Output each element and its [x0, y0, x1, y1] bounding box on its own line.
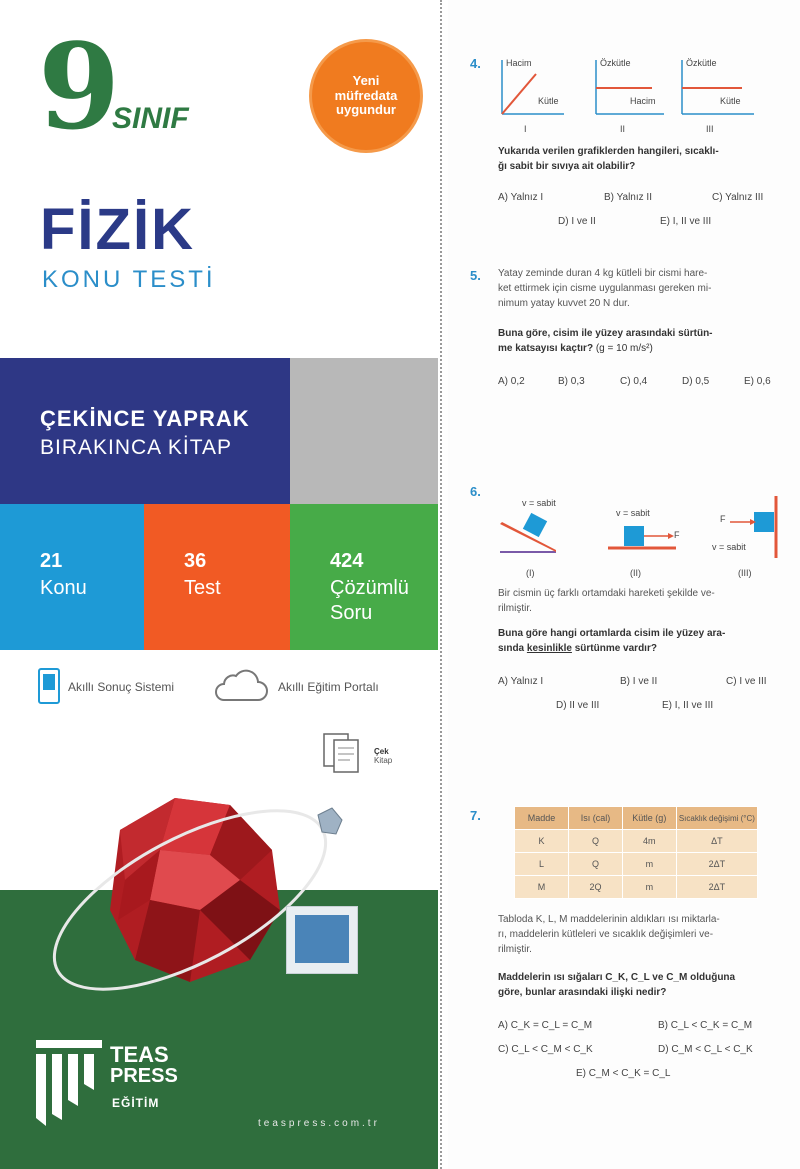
- table-row: [515, 876, 758, 899]
- stat-konu: [0, 504, 144, 650]
- question-number: 7.: [470, 808, 481, 823]
- q5-option-c[interactable]: C) 0,4: [620, 376, 648, 387]
- q4-option-e[interactable]: E) I, II ve III: [660, 216, 712, 227]
- q6-question: [498, 626, 794, 656]
- question-text-line: Tabloda K, L, M maddelerinin aldıkları ısı miktarla-: [498, 914, 720, 925]
- badge-line: müfredata: [334, 87, 398, 103]
- badge-line: uygundur: [336, 102, 396, 118]
- table-cell: 2ΔT: [676, 876, 757, 899]
- q7-option-c[interactable]: C) C_L < C_M < C_K: [498, 1044, 593, 1055]
- slogan-line-1: ÇEKİNCE YAPRAK: [40, 406, 250, 431]
- figure-label: v = sabit: [712, 542, 746, 552]
- q5-option-b[interactable]: B) 0,3: [558, 376, 585, 387]
- q4-option-c[interactable]: C) Yalnız III: [712, 192, 764, 203]
- q5-option-e[interactable]: E) 0,6: [744, 376, 771, 387]
- table-header-row: [515, 807, 758, 830]
- q5-question: [498, 326, 794, 356]
- gray-panel: [290, 358, 438, 504]
- cek-label-line: Çek: [374, 747, 389, 756]
- q7-option-a[interactable]: A) C_K = C_L = C_M: [498, 1020, 593, 1031]
- figure-roman: (II): [630, 568, 641, 578]
- given-gravity: (g = 10 m/s²): [595, 343, 653, 354]
- question-number: 4.: [470, 56, 481, 71]
- axis-label: Özkütle: [600, 58, 631, 68]
- table-cell: ΔT: [676, 830, 757, 853]
- axis-label: Kütle: [720, 96, 741, 106]
- question-number: 5.: [470, 268, 481, 283]
- q6-option-e[interactable]: E) I, II ve III: [662, 700, 714, 711]
- table-row: [515, 830, 758, 853]
- table-cell: 2Q: [569, 876, 623, 899]
- stat-soru: [290, 504, 438, 650]
- figure-roman: (I): [526, 568, 535, 578]
- question-line: Buna göre hangi ortamlarda cisim ile yüzey ara-: [498, 628, 726, 639]
- graph-roman: I: [524, 124, 527, 134]
- q7-option-d[interactable]: D) C_M < C_L < C_K: [658, 1044, 753, 1055]
- table-cell: 2ΔT: [676, 853, 757, 876]
- graph-roman: II: [620, 124, 626, 134]
- table-cell: m: [622, 853, 676, 876]
- keyword-underlined: kesinlikle: [526, 643, 572, 654]
- stat-label: Konu: [40, 577, 87, 599]
- planet-illustration: [0, 760, 438, 1000]
- stat-number: 21: [40, 550, 63, 572]
- q6-option-a[interactable]: A) Yalnız I: [498, 676, 544, 687]
- test-page: [448, 0, 800, 1169]
- q5-option-d[interactable]: D) 0,5: [682, 376, 710, 387]
- publisher-name-line3: EĞİTİM: [112, 1096, 160, 1110]
- publisher-name-line2: PRESS: [110, 1065, 178, 1087]
- question-text-line: nimum yatay kuvvet 20 N dur.: [498, 298, 630, 309]
- stat-number: 424: [330, 550, 364, 572]
- cloud-icon: [212, 668, 270, 704]
- q4-option-d[interactable]: D) I ve II: [558, 216, 596, 227]
- q6-option-d[interactable]: D) II ve III: [556, 700, 600, 711]
- feature-smart-result: Akıllı Sonuç Sistemi: [68, 680, 175, 694]
- q7-question: [498, 970, 794, 1000]
- grade-number: 9: [38, 17, 121, 156]
- q5-option-a[interactable]: A) 0,2: [498, 376, 525, 387]
- question-line: Yukarıda verilen grafiklerden hangileri, sıcaklı-: [498, 146, 719, 157]
- q7-table: [514, 806, 758, 899]
- stat-label: Test: [184, 577, 221, 599]
- question-text-line: rilmiştir.: [498, 944, 532, 955]
- force-label: F: [674, 530, 680, 540]
- question-line: sürtünme vardır?: [571, 643, 657, 654]
- table-cell: K: [515, 830, 569, 853]
- question-line: ğı sabit bir sıvıya ait olabilir?: [498, 161, 636, 172]
- badge-line: Yeni: [352, 72, 380, 88]
- table-header: Kütle (g): [622, 807, 676, 830]
- figure-incline: [500, 513, 556, 552]
- q5-text: [498, 266, 794, 311]
- question-line: sında: [498, 643, 527, 654]
- table-cell: L: [515, 853, 569, 876]
- figure-label: v = sabit: [616, 508, 650, 518]
- axis-label: Kütle: [538, 96, 559, 106]
- question-text-line: rilmiştir.: [498, 603, 532, 614]
- table-cell: Q: [569, 830, 623, 853]
- stat-test: [144, 504, 290, 650]
- table-cell: m: [622, 876, 676, 899]
- table-cell: 4m: [622, 830, 676, 853]
- grade-label: SINIF: [112, 102, 189, 135]
- publisher-name-line1: TEAS: [110, 1042, 169, 1067]
- perforation-line: [440, 0, 442, 1169]
- q7-text: [498, 912, 794, 957]
- axis-label: Hacim: [506, 58, 532, 68]
- question-text-line: Yatay zeminde duran 4 kg kütleli bir cismi hare-: [498, 268, 708, 279]
- question-text-line: ket ettirmek için cisme uygulanması gereken mi-: [498, 283, 712, 294]
- graph-iii: [682, 60, 754, 114]
- stat-number: 36: [184, 550, 207, 572]
- question-line: Buna göre, cisim ile yüzey arasındaki sürtün-: [498, 328, 713, 339]
- figure-label: v = sabit: [522, 498, 556, 508]
- q4-option-a[interactable]: A) Yalnız I: [498, 192, 544, 203]
- slogan-line-2: BIRAKINCA KİTAP: [40, 436, 232, 459]
- force-label: F: [720, 514, 726, 524]
- figure-horizontal: [608, 526, 676, 548]
- mini-book-image: [286, 906, 358, 974]
- q4-option-b[interactable]: B) Yalnız II: [604, 192, 652, 203]
- q6-text: [498, 586, 794, 616]
- question-line: me katsayısı kaçtır?: [498, 343, 594, 354]
- question-number: 6.: [470, 484, 481, 499]
- q4-graphs: [492, 54, 792, 136]
- table-cell: M: [515, 876, 569, 899]
- stat-label: Çözümlü Soru: [330, 577, 409, 624]
- q7-option-b[interactable]: B) C_L < C_K = C_M: [658, 1020, 753, 1031]
- axis-label: Özkütle: [686, 58, 717, 68]
- table-header: Madde: [515, 807, 569, 830]
- question-line: Maddelerin ısı sığaları C_K, C_L ve C_M olduğuna: [498, 972, 736, 983]
- table-row: [515, 853, 758, 876]
- cek-label-line: Kitap: [374, 755, 393, 765]
- question-line: göre, bunlar arasındaki ilişki nedir?: [498, 987, 667, 998]
- q4-question: [498, 144, 794, 174]
- subject-title: FİZİK: [40, 197, 195, 262]
- curriculum-badge: [312, 42, 420, 150]
- q6-option-c[interactable]: C) I ve III: [726, 676, 767, 687]
- question-text-line: rı, maddelerin kütleleri ve sıcaklık değişimleri ve-: [498, 929, 714, 940]
- table-cell: Q: [569, 853, 623, 876]
- q6-option-b[interactable]: B) I ve II: [620, 676, 658, 687]
- graph-roman: III: [706, 124, 714, 134]
- question-text-line: Bir cismin üç farklı ortamdaki hareketi şekilde ve-: [498, 588, 715, 599]
- table-header: Isı (cal): [569, 807, 623, 830]
- phone-icon: [38, 668, 60, 704]
- q7-option-e[interactable]: E) C_M < C_K = C_L: [576, 1068, 671, 1079]
- axis-label: Hacim: [630, 96, 656, 106]
- website-url: teaspress.com.tr: [258, 1118, 380, 1129]
- figure-roman: (III): [738, 568, 752, 578]
- table-header: Sıcaklık değişimi (°C): [676, 807, 757, 830]
- teas-press-logo-icon: [36, 1040, 102, 1126]
- subject-subtitle: KONU TESTİ: [42, 266, 216, 293]
- feature-smart-portal: Akıllı Eğitim Portalı: [278, 680, 379, 694]
